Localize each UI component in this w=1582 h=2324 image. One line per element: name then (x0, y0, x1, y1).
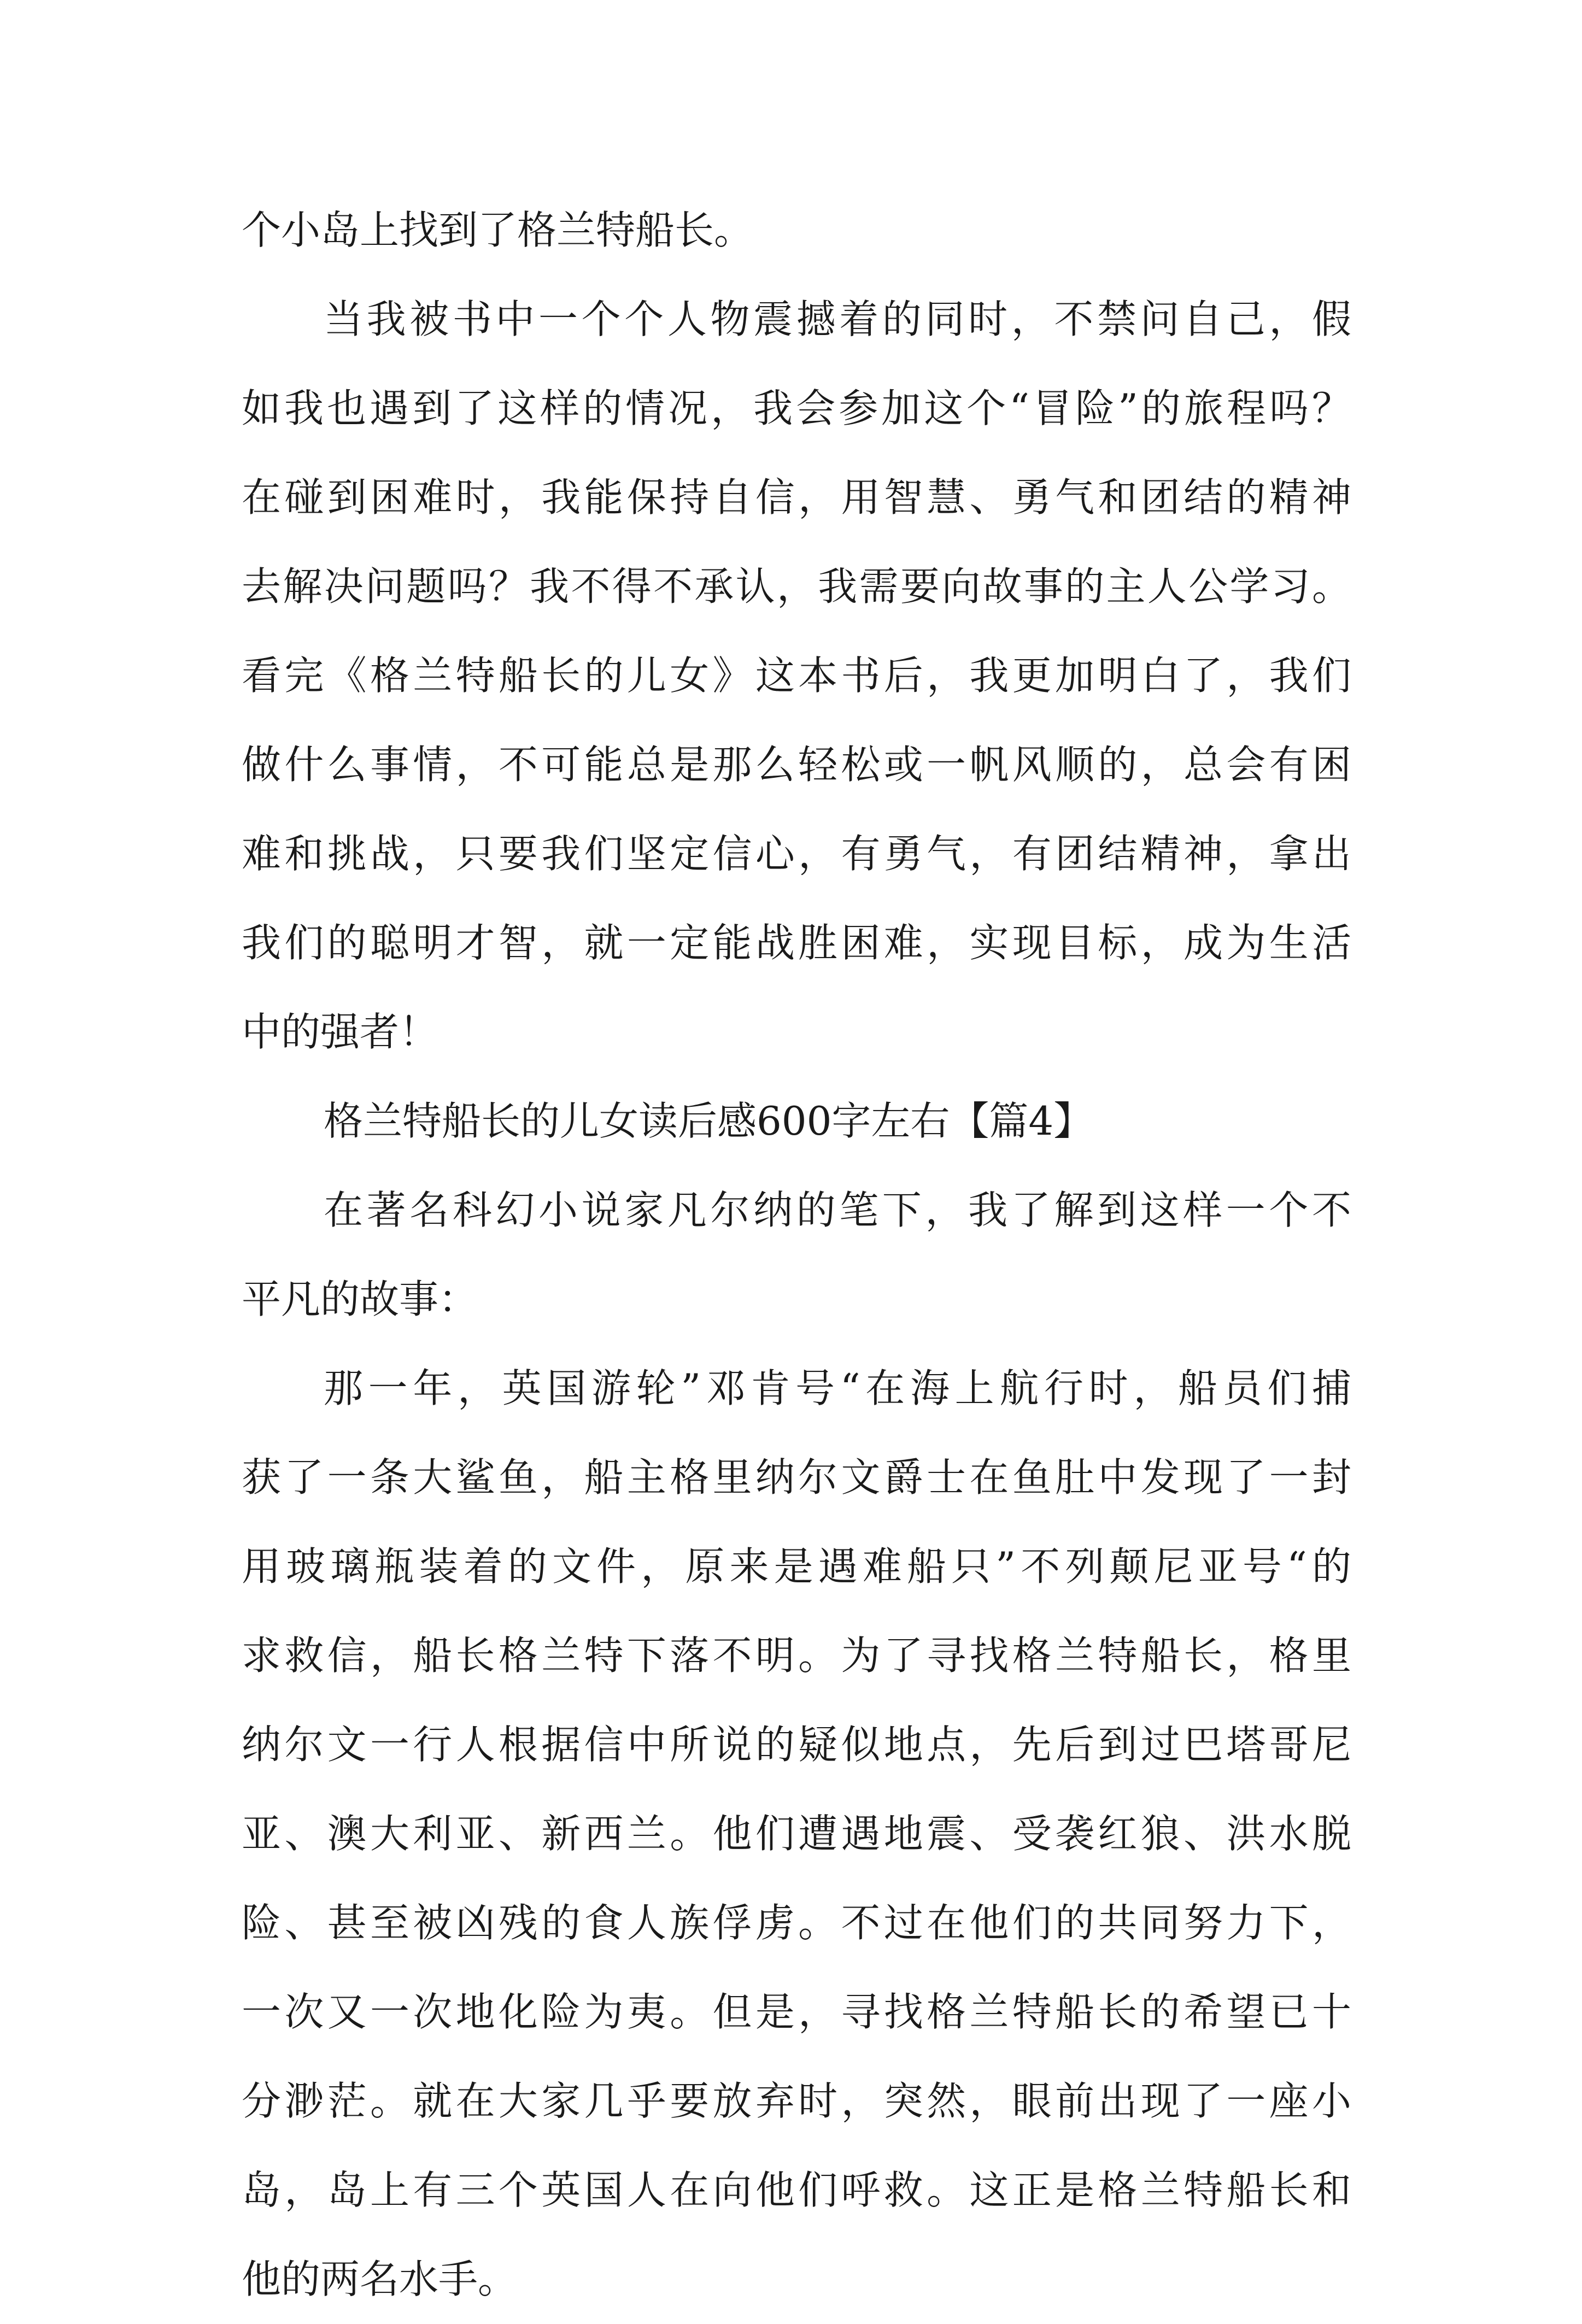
text-line: 岛，岛上有三个英国人在向他们呼救。这正是格兰特船长和 (242, 2167, 1351, 2213)
text-line: 那一年，英国游轮”邓肯号“在海上航行时，船员们捕 (324, 1365, 1351, 1411)
text-line: 险、甚至被凶残的食人族俘虏。不过在他们的共同努力下， (242, 1900, 1351, 1946)
text-line: 平凡的故事： (242, 1276, 478, 1322)
text-line: 一次又一次地化险为夷。但是，寻找格兰特船长的希望已十 (242, 1989, 1351, 2035)
text-line: 亚、澳大利亚、新西兰。他们遭遇地震、受袭红狼、洪水脱 (242, 1811, 1351, 1857)
text-line: 我们的聪明才智，就一定能战胜困难，实现目标，成为生活 (242, 920, 1351, 966)
text-line: 难和挑战，只要我们坚定信心，有勇气，有团结精神，拿出 (242, 831, 1351, 877)
text-line: 在著名科幻小说家凡尔纳的笔下，我了解到这样一个不 (324, 1187, 1351, 1233)
text-line: 求救信，船长格兰特下落不明。为了寻找格兰特船长，格里 (242, 1633, 1351, 1679)
section-heading: 格兰特船长的儿女读后感600字左右【篇4】 (324, 1098, 1093, 1144)
text-line: 用玻璃瓶装着的文件，原来是遇难船只”不列颠尼亚号“的 (242, 1544, 1351, 1589)
text-line: 做什么事情，不可能总是那么轻松或一帆风顺的，总会有困 (242, 742, 1351, 788)
text-line: 纳尔文一行人根据信中所说的疑似地点，先后到过巴塔哥尼 (242, 1722, 1351, 1768)
text-line: 个小岛上找到了格兰特船长。 (242, 207, 754, 253)
text-line: 当我被书中一个个人物震撼着的同时，不禁问自己，假 (324, 296, 1351, 342)
text-line: 获了一条大鲨鱼，船主格里纳尔文爵士在鱼肚中发现了一封 (242, 1454, 1351, 1500)
text-line: 如我也遇到了这样的情况，我会参加这个“冒险”的旅程吗？ (242, 385, 1351, 431)
text-line: 他的两名水手。 (242, 2256, 518, 2302)
text-line: 在碰到困难时，我能保持自信，用智慧、勇气和团结的精神 (242, 474, 1351, 520)
text-line: 去解决问题吗？我不得不承认，我需要向故事的主人公学习。 (242, 564, 1351, 609)
text-line: 分渺茫。就在大家几乎要放弃时，突然，眼前出现了一座小 (242, 2078, 1351, 2124)
text-line: 看完《格兰特船长的儿女》这本书后，我更加明白了，我们 (242, 653, 1351, 699)
document-body (242, 186, 1351, 2324)
text-line: 中的强者！ (242, 1009, 439, 1055)
